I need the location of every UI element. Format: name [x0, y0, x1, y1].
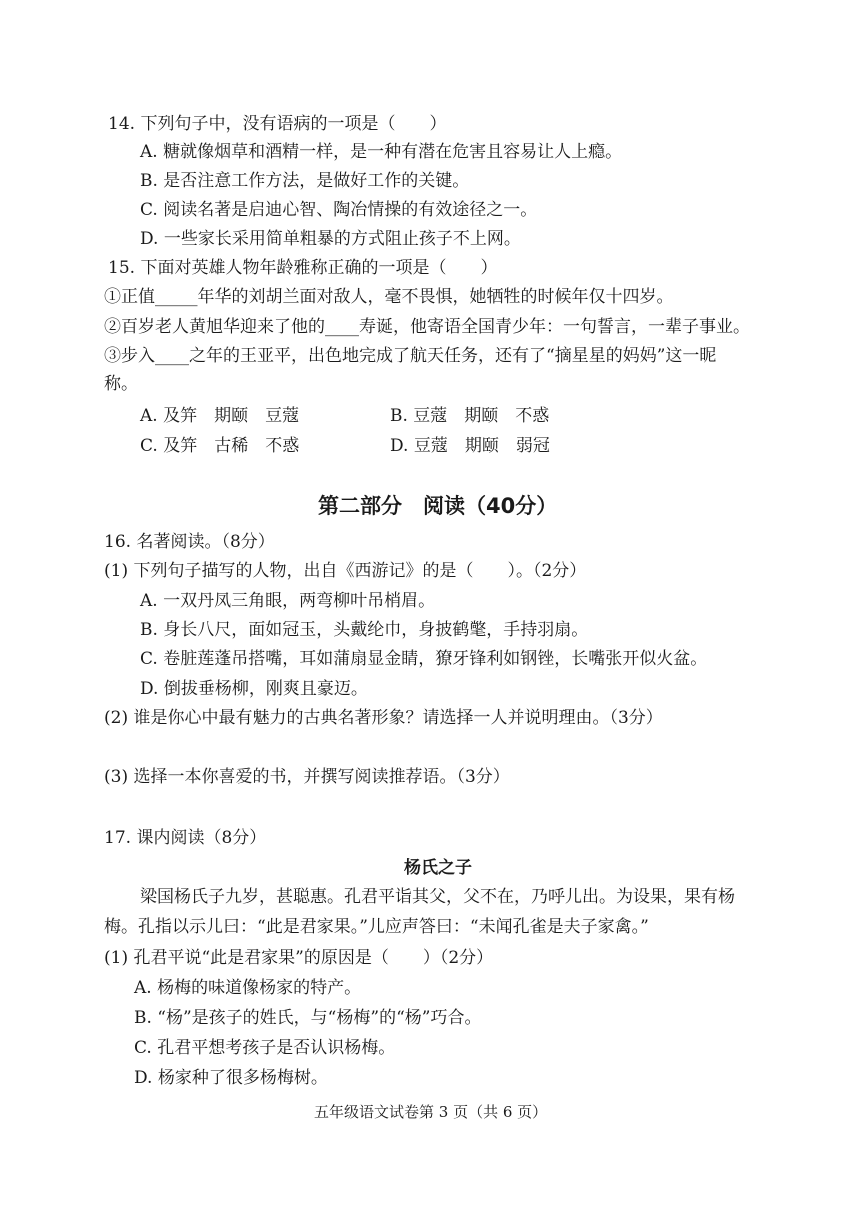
q17-part-1: (1) 孔君平说“此是君家果”的原因是（ ）（2分） — [104, 948, 494, 968]
q17-option-b: B. “杨”是孩子的姓氏，与“杨梅”的“杨”巧合。 — [134, 1008, 482, 1028]
q16-option-b: B. 身长八尺，面如冠玉，头戴纶巾，身披鹤氅，手持羽扇。 — [140, 620, 589, 640]
q15-sentence-2: ②百岁老人黄旭华迎来了他的____寿诞，他寄语全国青少年：一句誓言，一辈子事业。 — [104, 317, 750, 337]
q14-option-b: B. 是否注意工作方法，是做好工作的关键。 — [140, 171, 470, 191]
article-text-line-1: 梁国杨氏子九岁，甚聪惠。孔君平诣其父，父不在，乃呼儿出。为设果，果有杨 — [140, 887, 735, 907]
q14-option-c: C. 阅读名著是启迪心智、陶冶情操的有效途径之一。 — [140, 200, 538, 220]
article-title: 杨氏之子 — [404, 858, 472, 878]
q16-option-d: D. 倒拔垂杨柳，刚爽且豪迈。 — [140, 679, 368, 699]
q15-sentence-3-cont: 称。 — [104, 374, 138, 394]
q16-option-a: A. 一双丹凤三角眼，两弯柳叶吊梢眉。 — [140, 591, 436, 611]
q14-stem: 14. 下列句子中，没有语病的一项是（ ） — [108, 114, 447, 134]
q15-sentence-3: ③步入____之年的王亚平，出色地完成了航天任务，还有了“摘星星的妈妈”这一昵 — [104, 346, 717, 366]
q14-option-d: D. 一些家长采用简单粗暴的方式阻止孩子不上网。 — [140, 229, 521, 249]
q15-option-c: C. 及笄 古稀 不惑 — [140, 436, 300, 456]
q16-part-3: (3) 选择一本你喜爱的书，并撰写阅读推荐语。（3分） — [104, 767, 510, 787]
article-text-line-2: 梅。孔指以示儿曰：“此是君家果。”儿应声答曰：“未闻孔雀是夫子家禽。” — [104, 917, 649, 937]
q16-stem: 16. 名著阅读。（8分） — [104, 532, 275, 552]
q17-option-d: D. 杨家种了很多杨梅树。 — [134, 1068, 328, 1088]
q16-option-c: C. 卷脏莲蓬吊搭嘴，耳如蒲扇显金睛，獠牙锋利如钢锉，长嘴张开似火盆。 — [140, 649, 708, 669]
q17-option-c: C. 孔君平想考孩子是否认识杨梅。 — [134, 1038, 396, 1058]
q15-sentence-1: ①正值_____年华的刘胡兰面对敌人，毫不畏惧，她牺牲的时候年仅十四岁。 — [104, 287, 674, 307]
q16-part-2: (2) 谁是你心中最有魅力的古典名著形象？请选择一人并说明理由。（3分） — [104, 708, 663, 728]
q16-part-1: (1) 下列句子描写的人物，出自《西游记》的是（ ）。（2分） — [104, 561, 587, 581]
q17-stem: 17. 课内阅读（8分） — [104, 828, 267, 848]
page-footer: 五年级语文试卷第 3 页（共 6 页） — [314, 1103, 548, 1121]
q15-option-b: B. 豆蔻 期颐 不惑 — [390, 406, 550, 426]
q17-option-a: A. 杨梅的味道像杨家的特产。 — [134, 978, 362, 998]
q15-option-a: A. 及笄 期颐 豆蔻 — [140, 406, 300, 426]
q14-option-a: A. 糖就像烟草和酒精一样，是一种有潜在危害且容易让人上瘾。 — [140, 142, 623, 162]
q15-option-d: D. 豆蔻 期颐 弱冠 — [390, 436, 550, 456]
q15-stem: 15. 下面对英雄人物年龄雅称正确的一项是（ ） — [108, 258, 498, 278]
section-title: 第二部分 阅读（40分） — [318, 494, 558, 518]
